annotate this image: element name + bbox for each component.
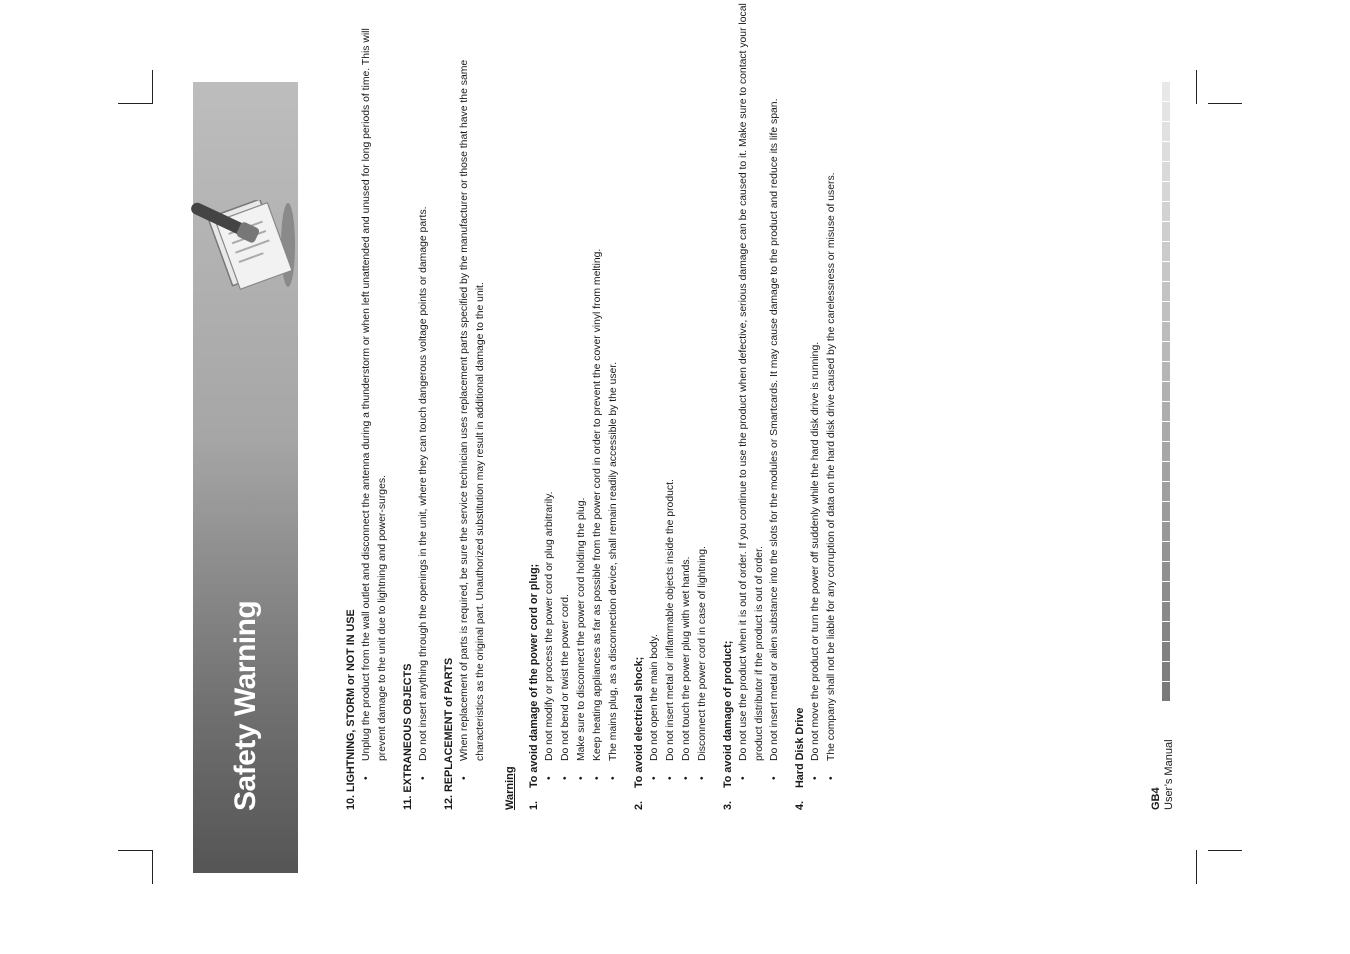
section-heading: 10. LIGHTNING, STORM or NOT IN USE (345, 609, 357, 810)
group-number: 1. (528, 800, 541, 810)
group-number: 2. (632, 800, 645, 810)
scale-segment (1162, 682, 1170, 701)
list-item: • Do not open the main body. (647, 0, 663, 810)
group-heading: Hard Disk Drive (794, 707, 807, 788)
list-item: • Do not move the product or turn the power off suddenly while the hard disk drive is running. (808, 0, 824, 810)
list-item: • Make sure to disconnect the power cord holding the plug. (574, 0, 590, 810)
list-item: • Keep heating appliances as far as possible from the power cord in order to prevent the cover vinyl from melting. (590, 0, 606, 810)
scale-segment (1162, 402, 1170, 421)
crop-mark (1196, 850, 1197, 884)
scale-segment (1162, 322, 1170, 341)
page-footer (1150, 700, 1180, 810)
crop-mark (1208, 103, 1242, 104)
list-item: • The mains plug, as a disconnection device, shall remain readily accessible by the user. (606, 0, 622, 810)
section-extraneous-objects (400, 0, 432, 810)
list-item: • Do not use the product when it is out of order. If you continue to use the product when defective, serious damage can be caused to it. Make sure to contact your local product distributor if the product is out of order. (736, 0, 768, 810)
crop-mark (152, 850, 153, 884)
warning-title: Warning (503, 766, 516, 810)
scale-segment (1162, 142, 1170, 161)
scale-segment (1162, 562, 1170, 581)
list-item: • Do not insert anything through the openings in the unit, where they can touch dangerous voltage points or damage parts. (416, 0, 432, 810)
crop-mark (1208, 850, 1242, 851)
scale-segment (1162, 302, 1170, 321)
page-title: Safety Warning (228, 600, 262, 811)
warning-group-hard-disk (792, 0, 840, 810)
scale-segment (1162, 242, 1170, 261)
list-item: • Do not bend or twist the power cord. (558, 0, 574, 810)
warning-group-electrical-shock (631, 0, 711, 810)
scale-segment (1162, 642, 1170, 661)
crop-mark (118, 103, 152, 104)
scale-segment (1162, 182, 1170, 201)
list-item: • Disconnect the power cord in case of lightning. (695, 0, 711, 810)
section-heading: 11. EXTRANEOUS OBJECTS (401, 663, 414, 810)
list-item: • Do not modify or process the power cord or plug arbitrarily. (542, 0, 558, 810)
scale-segment (1162, 382, 1170, 401)
document-with-pen-icon (178, 200, 300, 310)
content-area (343, 0, 993, 810)
scale-segment (1162, 602, 1170, 621)
scale-segment (1162, 422, 1170, 441)
crop-mark (152, 70, 153, 104)
scale-segment (1162, 342, 1170, 361)
model-name: GB4 (1150, 787, 1162, 810)
group-number: 4. (794, 800, 807, 810)
scale-segment (1162, 522, 1170, 541)
side-scale-bar (1162, 82, 1170, 702)
list-item: • Do not touch the power plug with wet hands. (679, 0, 695, 810)
scale-segment (1162, 662, 1170, 681)
scale-segment (1162, 622, 1170, 641)
scale-segment (1162, 482, 1170, 501)
scale-segment (1162, 222, 1170, 241)
scale-segment (1162, 542, 1170, 561)
scale-segment (1162, 282, 1170, 301)
scale-segment (1162, 262, 1170, 281)
list-item: • Do not insert metal or inflammable objects inside the product. (663, 0, 679, 810)
list-item: • When replacement of parts is required, be sure the service technician uses replacement parts specified by the manufacturer or those that have the same characteristics as the original part. Unauthorized substitution may result in additional damage to the unit. (457, 0, 489, 810)
group-heading: To avoid damage of the power cord or plug; (528, 563, 541, 788)
scale-segment (1162, 502, 1170, 521)
section-lightning (343, 0, 391, 810)
warning-group-power-cord (526, 0, 622, 810)
scale-segment (1162, 202, 1170, 221)
scale-segment (1162, 442, 1170, 461)
scale-segment (1162, 582, 1170, 601)
group-number: 3. (721, 800, 734, 810)
list-item: • The company shall not be liable for any corruption of data on the hard disk drive caused by the carelessness or misuse of users. (824, 0, 840, 810)
scale-segment (1162, 162, 1170, 181)
scale-segment (1162, 122, 1170, 141)
manual-subtitle: User’s Manual (1163, 739, 1175, 810)
crop-mark (1196, 70, 1197, 104)
scale-segment (1162, 82, 1170, 101)
crop-mark (118, 850, 152, 851)
list-item: • Do not insert metal or alien substance into the slots for the modules or Smartcards. It may cause damage to the product and reduce its life span. (767, 0, 783, 810)
scale-segment (1162, 102, 1170, 121)
list-item: • Unplug the product from the wall outlet and disconnect the antenna during a thunderstorm or when left unattended and unused for long periods of time. This will prevent damage to the unit due to lightning and power-surges. (359, 0, 391, 810)
scale-segment (1162, 362, 1170, 381)
section-replacement-parts (441, 0, 489, 810)
warning-group-product-damage (720, 0, 784, 810)
group-heading: To avoid damage of product; (721, 640, 734, 788)
scale-segment (1162, 462, 1170, 481)
section-heading: 12. REPLACEMENT of PARTS (442, 657, 455, 810)
content-body (343, 0, 993, 810)
group-heading: To avoid electrical shock; (632, 656, 645, 788)
